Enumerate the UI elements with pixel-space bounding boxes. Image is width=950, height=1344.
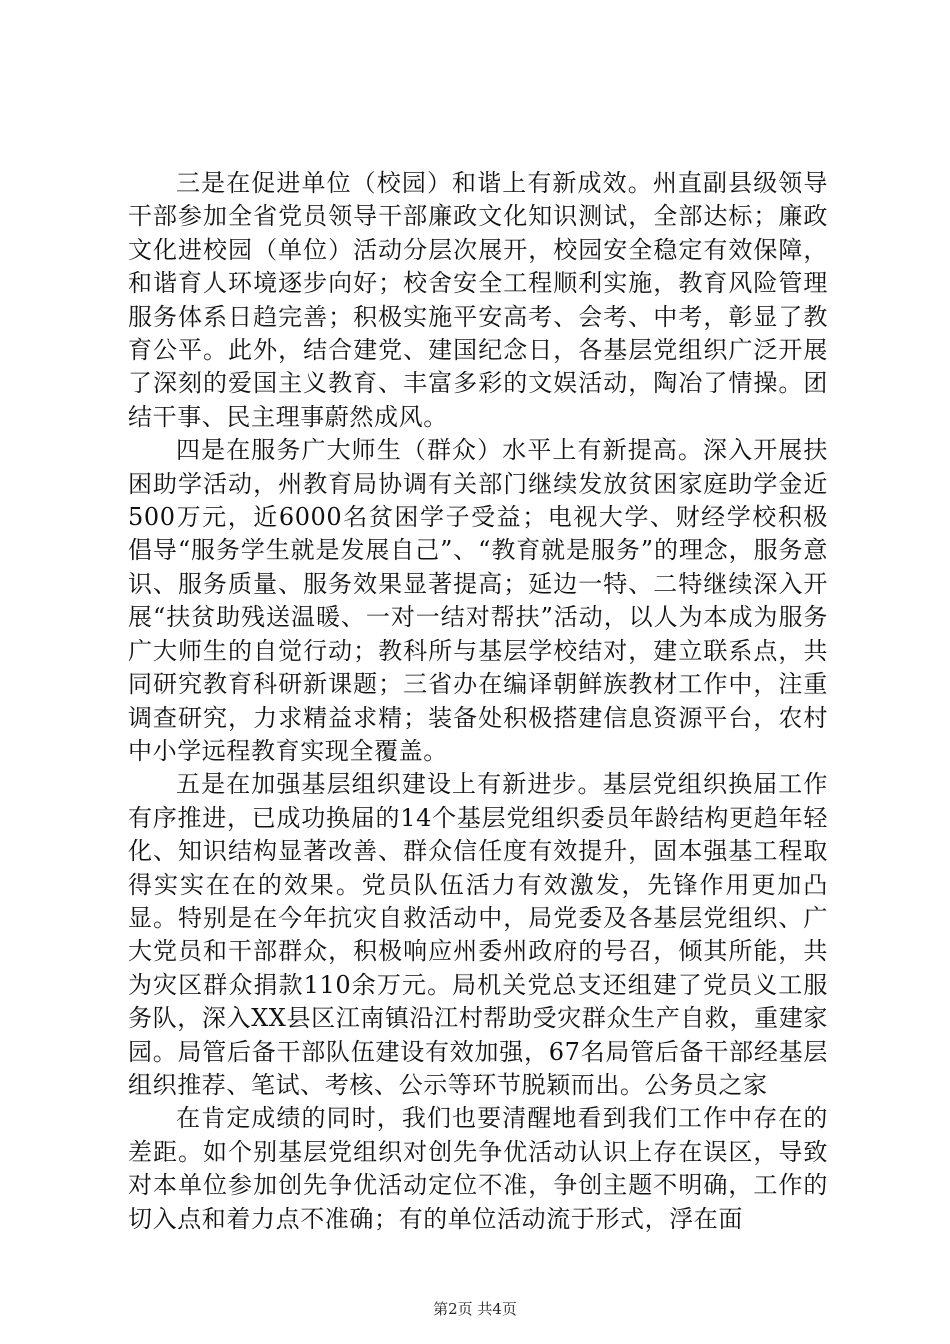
- paragraph-3-harmony: 三是在促进单位（校园）和谐上有新成效。州直副县级领导干部参加全省党员领导干部廉政文化知识测试，全部达标；廉政文化进校园（单位）活动分层次展开，校园安全稳定有效保障，和谐育人环境逐步向好；校舍安全工程顺利实施，教育风险管理服务体系日趋完善；积极实施平安高考、会考、中考，彰显了教育公平。此外，结合建党、建国纪念日，各基层党组织广泛开展了深刻的爱国主义教育、丰富多彩的文娱活动，陶冶了情操。团结干事、民主理事蔚然成风。: [128, 169, 828, 431]
- page-footer: 第2页 共4页: [433, 1300, 517, 1318]
- paragraph-5-organization: 五是在加强基层组织建设上有新进步。基层党组织换届工作有序推进，已成功换届的14个基层党组织委员年龄结构更趋年轻化、知识结构显著改善、群众信任度有效提升，固本强基工程取得实实在在的效果。党员队伍活力有效激发，先锋作用更加凸显。特别是在今年抗灾自救活动中，局党委及各基层党组织、广大党员和干部群众，积极响应州委州政府的号召，倾其所能，共为灾区群众捐款110余万元。局机关党总支还组建了党员义工服务队，深入XX县区江南镇沿江村帮助受灾群众生产自救，重建家园。局管后备干部队伍建设有效加强，67名局管后备干部经基层组织推荐、笔试、考核、公示等环节脱颖而出。公务员之家: [128, 770, 828, 1099]
- document-body: [128, 167, 828, 1236]
- paragraph-shortcomings: 在肯定成绩的同时，我们也要清醒地看到我们工作中存在的差距。如个别基层党组织对创先争优活动认识上存在误区，导致对本单位参加创先争优活动定位不准，争创主题不明确，工作的切入点和着力点不准确；有的单位活动流于形式，浮在面: [128, 1104, 828, 1233]
- paragraph-4-service: 四是在服务广大师生（群众）水平上有新提高。深入开展扶困助学活动，州教育局协调有关部门继续发放贫困家庭助学金近500万元，近6000名贫困学子受益；电视大学、财经学校积极倡导“服务学生就是发展自己”、“教育就是服务”的理念，服务意识、服务质量、服务效果显著提高；延边一特、二特继续深入开展“扶贫助残送温暖、一对一结对帮扶”活动，以人为本成为服务广大师生的自觉行动；教科所与基层学校结对，建立联系点，共同研究教育科研新课题；三省办在编译朝鲜族教材工作中，注重调查研究，力求精益求精；装备处积极搭建信息资源平台，农村中小学远程教育实现全覆盖。: [128, 436, 828, 765]
